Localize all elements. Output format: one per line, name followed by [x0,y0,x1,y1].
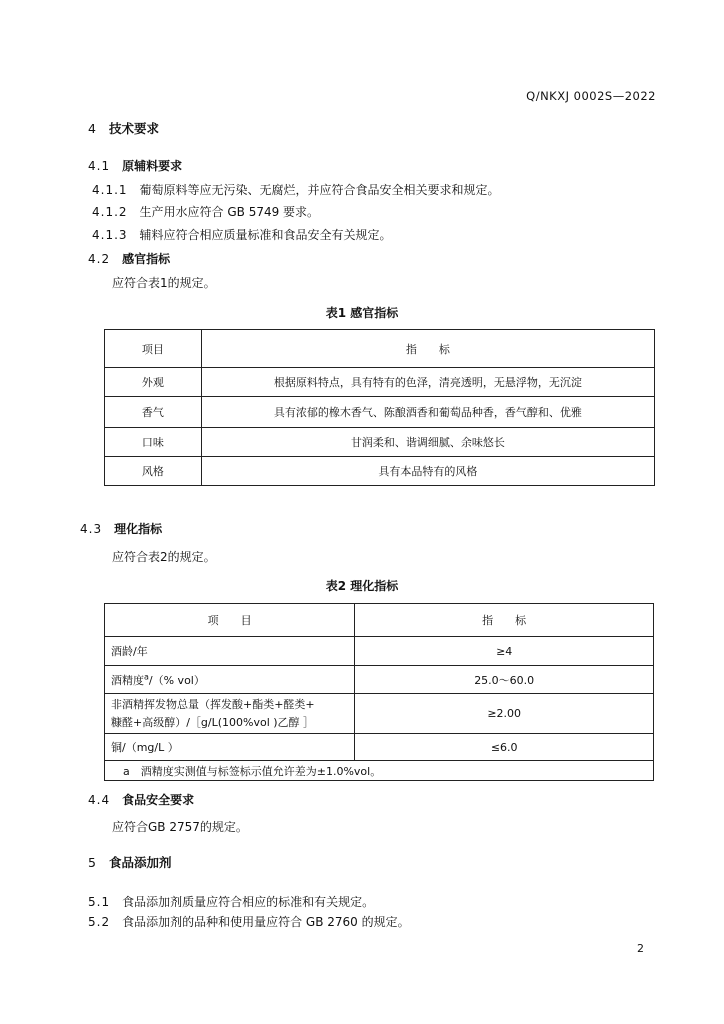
table-footnote: a 酒精度实测值与标签标示值允许差为±1.0%vol。 [105,761,654,781]
table-row [105,428,655,457]
item-text-line: 糠醛+高级醇）/［g/L(100%vol )乙醇 ］ [111,715,315,729]
table-row [105,637,654,666]
value-cell: ≤6.0 [355,734,654,761]
item-cell: 风格 [105,457,202,486]
clause-4-1-1 [92,181,500,198]
section-4-3-heading [80,520,162,537]
value-cell: ≥4 [355,637,654,666]
item-text-line: 非酒精挥发物总量（挥发酸+酯类+醛类+ [111,697,315,711]
section-4-4-text: 应符合GB 2757的规定。 [112,820,248,834]
item-text: /（% vol） [148,673,205,687]
clause-number: 4.1.3 [92,228,128,242]
item-cell: 铜/（mg/L ） [105,734,355,761]
section-title: 原辅料要求 [122,159,183,173]
value-cell: 甘润柔和、谐调细腻、余味悠长 [201,428,654,457]
item-cell: 酒龄/年 [105,637,355,666]
item-text: 酒精度 [111,673,144,687]
section-4-3-text: 应符合表2的规定。 [112,550,216,564]
physicochemical-table [104,603,654,781]
clause-5-1 [88,893,374,910]
table-header-row [105,330,655,368]
value-cell: 25.0～60.0 [355,666,654,694]
table-row [105,397,655,428]
clause-4-1-2 [92,203,319,220]
item-cell [105,694,355,734]
section-number: 4.2 [88,252,111,266]
value-cell: 具有本品特有的风格 [201,457,654,486]
item-cell: 外观 [105,368,202,397]
document-code: Q/NKXJ 0002S—2022 [526,89,656,103]
section-title: 感官指标 [122,252,171,266]
page-number: 2 [637,942,644,955]
clause-number: 4.1.2 [92,205,128,219]
section-4-2-text: 应符合表1的规定。 [112,276,216,290]
clause-4-1-3 [92,226,392,243]
table-2-caption: 表2 理化指标 [325,579,399,593]
header-cell: 指 标 [201,330,654,368]
header-cell: 项 目 [105,604,355,637]
item-cell [105,666,355,694]
section-4-4-heading [88,791,194,808]
section-title: 技术要求 [108,121,159,136]
section-title: 食品安全要求 [122,793,195,807]
table-footnote-row [105,761,654,781]
section-number: 4.3 [80,522,103,536]
footnote-marker: a [144,671,149,681]
header-cell: 项目 [105,330,202,368]
section-4-1-heading [88,157,182,174]
section-number: 5 [88,855,97,870]
clause-text: 食品添加剂的品种和使用量应符合 GB 2760 的规定。 [122,915,410,929]
table-row [105,694,654,734]
clause-text: 食品添加剂质量应符合相应的标准和有关规定。 [122,895,375,909]
clause-number: 5.2 [88,915,111,929]
value-cell: 具有浓郁的橡木香气、陈酿酒香和葡萄品种香，香气醇和、优雅 [201,397,654,428]
section-title: 理化指标 [114,522,163,536]
section-number: 4.1 [88,159,111,173]
clause-text: 葡萄原料等应无污染、无腐烂，并应符合食品安全相关要求和规定。 [139,183,500,197]
table-row [105,666,654,694]
section-4-2-heading [88,250,170,267]
sensory-table [104,329,655,486]
table-row [105,734,654,761]
clause-5-2 [88,913,410,930]
item-cell: 香气 [105,397,202,428]
value-cell: ≥2.00 [355,694,654,734]
clause-number: 4.1.1 [92,183,128,197]
clause-number: 5.1 [88,895,111,909]
clause-text: 生产用水应符合 GB 5749 要求。 [139,205,320,219]
section-number: 4 [88,121,97,136]
header-cell: 指 标 [355,604,654,637]
item-cell: 口味 [105,428,202,457]
table-row [105,368,655,397]
value-cell: 根据原料特点，具有特有的色泽，清亮透明，无悬浮物，无沉淀 [201,368,654,397]
table-header-row [105,604,654,637]
clause-text: 辅料应符合相应质量标准和食品安全有关规定。 [139,228,392,242]
table-1-caption: 表1 感官指标 [325,306,399,320]
section-5-heading [88,853,171,871]
table-row [105,457,655,486]
section-4-heading [88,119,159,137]
section-title: 食品添加剂 [108,855,172,870]
section-number: 4.4 [88,793,111,807]
